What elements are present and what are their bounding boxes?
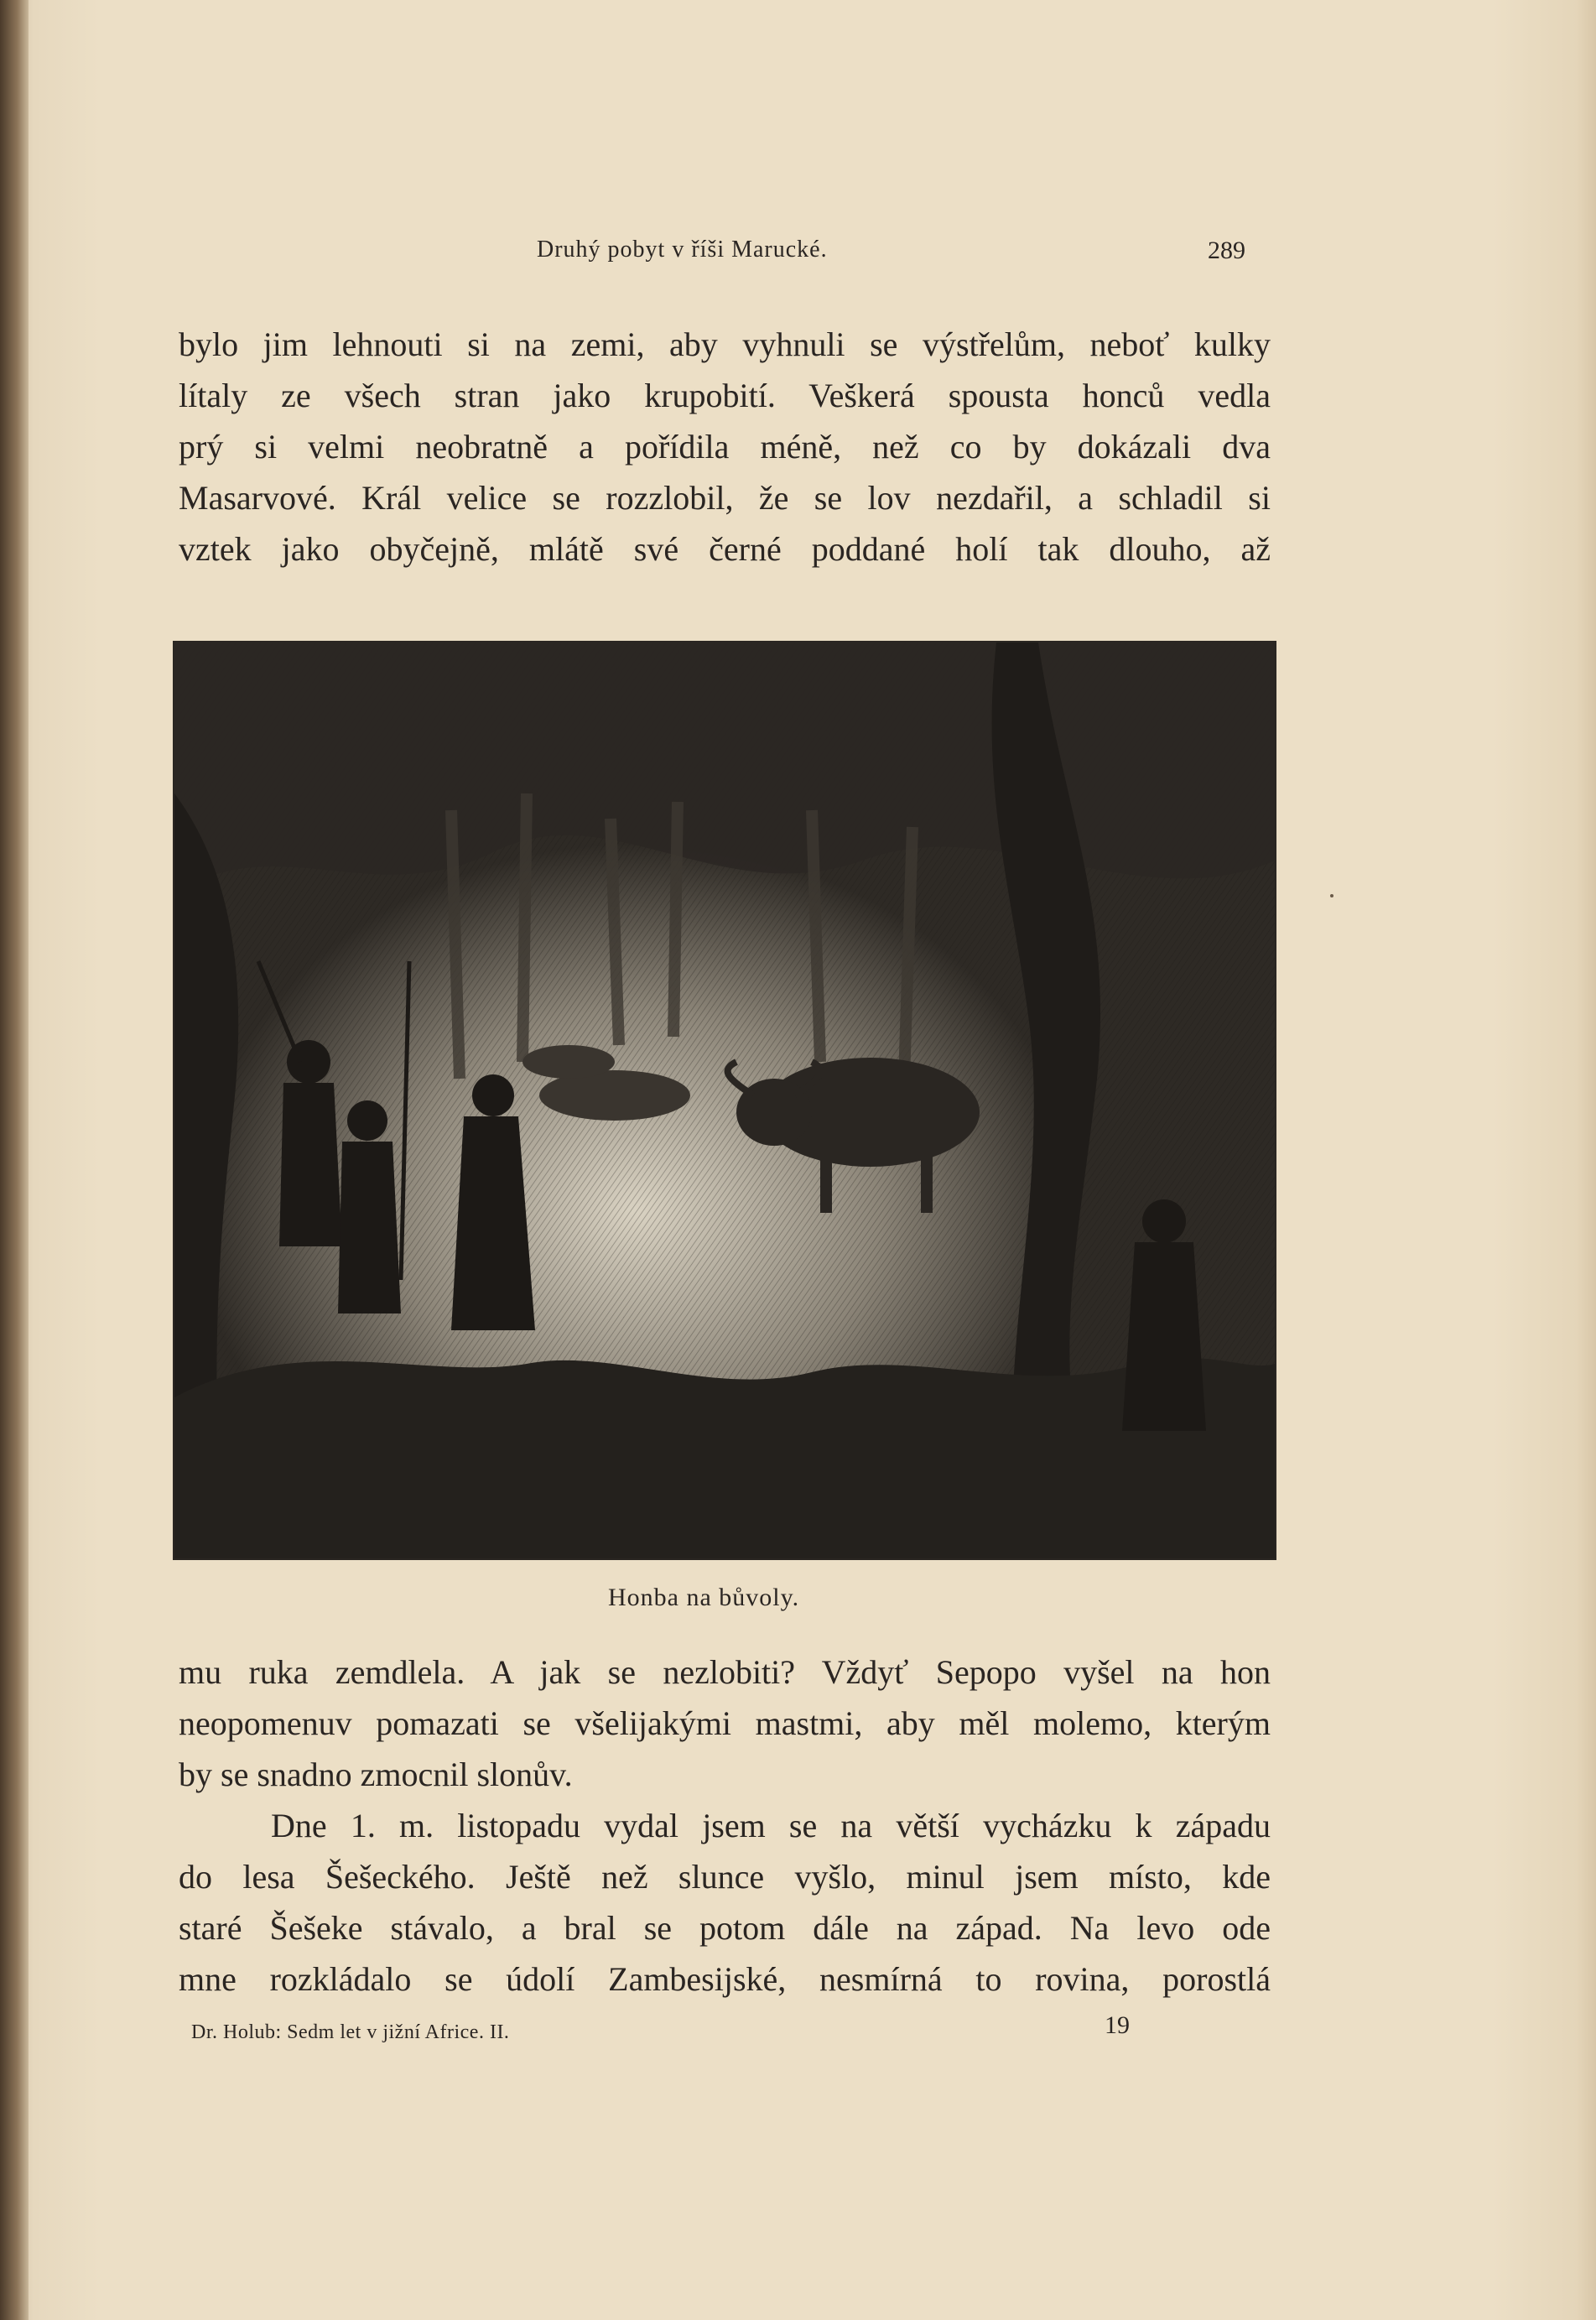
text-line: lítaly ze všech stran jako krupobití. Veškerá spousta honců vedla <box>179 377 1271 414</box>
text-line: Masarvové. Král velice se rozzlobil, že se lov nezdařil, a schladil si <box>179 479 1271 517</box>
paragraph-after-figure <box>179 1646 1271 2005</box>
footer-source-line: Dr. Holub: Sedm let v jižní Africe. II. <box>191 2021 510 2043</box>
text-line: do lesa Šešeckého. Ještě než slunce vyšlo, minul jsem místo, kde <box>179 1858 1271 1896</box>
engraving-buffalo-hunt <box>173 641 1276 1560</box>
text-line: vztek jako obyčejně, mlátě své černé poddané holí tak dlouho, až <box>179 530 1271 568</box>
page-number: 289 <box>1208 237 1245 264</box>
figure-caption: Honba na bůvoly. <box>608 1584 800 1611</box>
text-line: mne rozkládalo se údolí Zambesijské, nesmírná to rovina, porostlá <box>179 1960 1271 1998</box>
paper-speck <box>1330 894 1333 897</box>
signature-mark: 19 <box>1105 2011 1130 2039</box>
text-line: staré Šešeke stávalo, a bral se potom dále na západ. Na levo ode <box>179 1909 1271 1947</box>
paragraph-before-figure <box>179 319 1271 575</box>
text-line: prý si velmi neobratně a pořídila méně, než co by dokázali dva <box>179 428 1271 466</box>
text-line-indented: Dne 1. m. listopadu vydal jsem se na větší vycházku k západu <box>271 1807 1271 1844</box>
book-spine-edge <box>0 0 29 2320</box>
text-line: mu ruka zemdlela. A jak se nezlobiti? Vždyť Sepopo vyšel na hon <box>179 1653 1271 1691</box>
text-line: neopomenuv pomazati se všelijakými mastmi, aby měl molemo, kterým <box>179 1704 1271 1742</box>
running-header-title: Druhý pobyt v říši Marucké. <box>537 237 828 263</box>
text-line: bylo jim lehnouti si na zemi, aby vyhnuli se výstřelům, neboť kulky <box>179 325 1271 363</box>
text-line: by se snadno zmocnil slonův. <box>179 1756 573 1793</box>
